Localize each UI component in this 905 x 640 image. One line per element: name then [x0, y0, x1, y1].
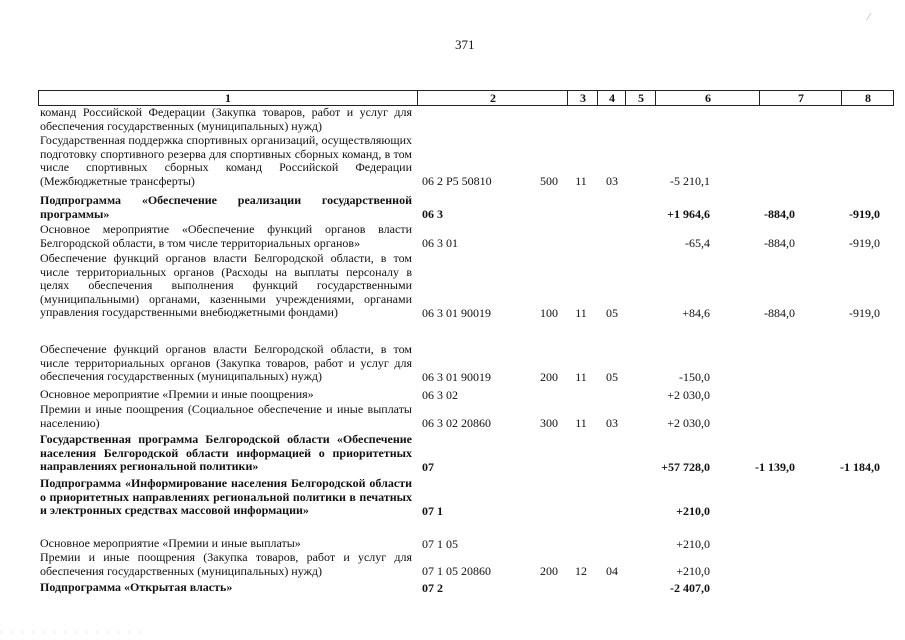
- scan-mark: ⁄: [868, 12, 870, 23]
- row-code: 06 3: [422, 206, 443, 221]
- row-value-col6: +1 964,6: [667, 206, 710, 221]
- row-value-col6: -5 210,1: [670, 173, 710, 188]
- row-description: Премии и иные поощрения (Социальное обеспечение и иные выплаты населению): [40, 402, 412, 430]
- row-value-col6: -2 407,0: [670, 580, 710, 595]
- row-code: 06 3 01: [422, 235, 458, 250]
- header-col-3: 3: [567, 91, 598, 105]
- row-description: Обеспечение функций органов власти Белгородской области, в том числе территориальных органов (Закупка товаров, работ и услуг для обеспечения государственных (муниципальных) нужд): [40, 342, 412, 383]
- row-value-col6: +2 030,0: [667, 415, 710, 430]
- row-description: Государственная поддержка спортивных организаций, осуществляющих подготовку спортивного резерва для спортивных сборных команд, в том числе спортивных сборных команд Российской Федерации (Межбюджетные трансферты): [40, 133, 412, 188]
- row-code: 06 3 02 20860: [422, 415, 491, 430]
- row-value-col6: -65,4: [685, 235, 710, 250]
- row-section: 11: [575, 305, 587, 320]
- header-col-5: 5: [625, 91, 656, 105]
- row-code: 06 3 01 90019: [422, 305, 491, 320]
- header-col-8: 8: [841, 91, 894, 105]
- row-value-col7: -884,0: [764, 206, 795, 221]
- row-subsection: 03: [606, 415, 618, 430]
- row-value-col6: +57 728,0: [661, 459, 710, 474]
- row-subsection: 03: [606, 173, 618, 188]
- header-col-7: 7: [759, 91, 842, 105]
- row-value-col6: -150,0: [679, 369, 710, 384]
- row-expense-type: 200: [540, 563, 558, 578]
- row-subsection: 04: [606, 563, 618, 578]
- row-section: 12: [575, 563, 587, 578]
- row-value-col6: +210,0: [676, 563, 710, 578]
- row-value-col8: -919,0: [849, 206, 880, 221]
- row-value-col6: +2 030,0: [667, 387, 710, 402]
- row-expense-type: 100: [540, 305, 558, 320]
- row-subsection: 05: [606, 369, 618, 384]
- row-code: 06 3 01 90019: [422, 369, 491, 384]
- header-col-4: 4: [597, 91, 626, 105]
- row-value-col7: -1 139,0: [755, 459, 795, 474]
- header-col-6: 6: [655, 91, 760, 105]
- row-section: 11: [575, 369, 587, 384]
- row-value-col6: +210,0: [676, 536, 710, 551]
- row-section: 11: [575, 415, 587, 430]
- page-number: 371: [455, 37, 475, 52]
- row-value-col8: -1 184,0: [840, 459, 880, 474]
- row-code: 07 1: [422, 503, 443, 518]
- header-col-2: 2: [417, 91, 568, 105]
- row-value-col7: -884,0: [764, 235, 795, 250]
- row-code: 07: [422, 459, 434, 474]
- row-description: Подпрограмма «Открытая власть»: [40, 580, 233, 594]
- header-col-1: 1: [225, 91, 231, 105]
- row-description: Премии и иные поощрения (Закупка товаров, работ и услуг для обеспечения государственных (муниципальных) нужд): [40, 550, 412, 578]
- row-value-col6: +84,6: [682, 305, 710, 320]
- row-expense-type: 200: [540, 369, 558, 384]
- row-description: Подпрограмма «Обеспечение реализации государственной программы»: [40, 193, 412, 221]
- row-description: Основное мероприятие «Премии и иные выплаты»: [40, 536, 301, 550]
- row-expense-type: 300: [540, 415, 558, 430]
- scan-noise: · · · · · · · · · · · · · ·: [0, 628, 145, 637]
- row-code: 07 1 05: [422, 536, 458, 551]
- row-section: 11: [575, 173, 587, 188]
- row-value-col7: -884,0: [764, 305, 795, 320]
- row-expense-type: 500: [540, 173, 558, 188]
- row-subsection: 05: [606, 305, 618, 320]
- row-description: Государственная программа Белгородской области «Обеспечение населения Белгородской области информацией о приоритетных направлениях региональной политики»: [40, 432, 412, 473]
- row-code: 06 2 P5 50810: [422, 173, 492, 188]
- row-description: Обеспечение функций органов власти Белгородской области, в том числе территориальных органов (Расходы на выплаты персоналу в целях обеспечения выполнения функций государственными (муниципальными) органами, казенными учреждениями, органами управления государственными внебюджетными фондами): [40, 251, 412, 319]
- row-value-col8: -919,0: [849, 235, 880, 250]
- row-value-col8: -919,0: [849, 305, 880, 320]
- row-description: Основное мероприятие «Обеспечение функций органов власти Белгородской области, в том числе территориальных органов»: [40, 222, 412, 250]
- row-code: 06 3 02: [422, 387, 458, 402]
- row-value-col6: +210,0: [676, 503, 710, 518]
- row-code: 07 1 05 20860: [422, 563, 491, 578]
- row-description: Основное мероприятие «Премии и иные поощрения»: [40, 387, 314, 401]
- row-description: команд Российской Федерации (Закупка товаров, работ и услуг для обеспечения государственных (муниципальных) нужд): [40, 105, 412, 133]
- row-description: Подпрограмма «Информирование населения Белгородской области о приоритетных направлениях региональной политики в печатных и электронных средствах массовой информации»: [40, 476, 412, 517]
- row-code: 07 2: [422, 580, 443, 595]
